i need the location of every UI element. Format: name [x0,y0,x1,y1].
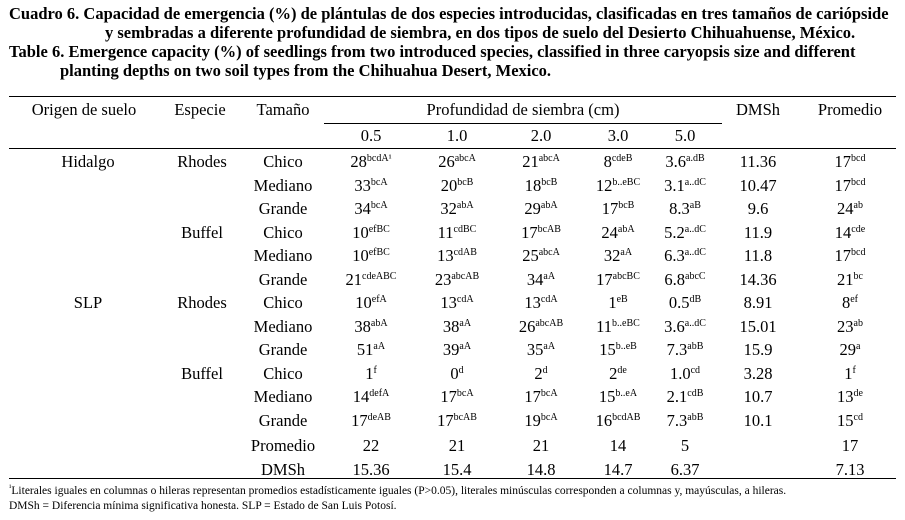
row-dmsh-value: 14.8 [526,460,556,479]
cell-promedio: $23^{ab}$ [837,317,863,336]
cell-value: 2$^d$ [534,364,548,383]
cell-value: $28^{bcdA^1}$ [350,152,392,171]
row-promedio-value: 14 [609,436,627,455]
cell-value: $34^{aA}$ [526,270,556,289]
header-depth: 3.0 [607,126,629,145]
cell-promedio: $14^{cde}$ [834,223,866,242]
footnote-abbreviations: DMSh = Diferencia mínima significativa honesta. SLP = Estado de San Luis Potosí. [9,500,397,512]
cell-value: $15^{b..eB}$ [599,340,637,359]
cell-value: $12^{b..eBC}$ [595,176,641,195]
cell-value: $6.8^{abcC}$ [664,270,706,289]
cell-dmsh: 10.7 [743,387,773,406]
cell-promedio: 1$^f$ [844,364,856,383]
footnote-literals-text: Literales iguales en columnas o hileras representan promedios estadísticamente iguales (P>0.05), literales minúsculas corresponden a columnas y, mayúsculas, a hileras. [11,485,787,497]
cell-value: $3.6^{a.dB}$ [665,152,705,171]
header-tamano: Tamaño [256,100,310,119]
cell-tamano: Grande [258,340,308,359]
cell-dmsh: 15.01 [739,317,777,336]
cell-value: $51^{aA}$ [356,340,386,359]
cell-value: $29^{abA}$ [524,199,558,218]
cell-value: $15^{b..eA}$ [598,387,638,406]
cell-value: $11^{cdBC}$ [437,223,477,242]
header-depth: 0.5 [360,126,382,145]
cell-value: $21^{cdeABC}$ [345,270,397,289]
cell-value: $19^{bcA}$ [524,411,558,430]
cell-value: $26^{abcA}$ [438,152,476,171]
cell-value: $34^{bcA}$ [354,199,388,218]
header-especie: Especie [174,100,226,119]
header-profundidad: Profundidad de siembra (cm) [426,100,620,119]
cell-value: 2de [609,364,627,383]
cell-value: $25^{abcA}$ [522,246,560,265]
cell-tamano: Chico [263,152,303,171]
cell-dmsh: 15.9 [743,340,773,359]
cell-tamano: Grande [258,411,308,430]
table-rule [9,148,896,149]
table-caption [9,4,899,80]
cell-value: $16^{bcdAB}$ [595,411,641,430]
cell-value: $1^{eB}$ [608,293,628,312]
cell-promedio: $15^{cd}$ [837,411,863,430]
header-promedio: Promedio [817,100,883,119]
cell-promedio: $24^{ab}$ [837,199,863,218]
row-promedio-overall: 17 [841,436,859,455]
cell-value: $38^{aA}$ [442,317,472,336]
cell-especie: Rhodes [177,152,227,171]
cell-value: $8.3^{aB}$ [669,199,701,218]
cell-value: $2.1^{cdB}$ [666,387,704,406]
cell-value: $24^{abA}$ [601,223,635,242]
row-dmsh-overall: 7.13 [835,460,865,479]
footnote-literals [9,484,786,499]
cell-value: $17^{bcB}$ [601,199,635,218]
row-dmsh-value: 15.36 [352,460,390,479]
header-depth: 5.0 [674,126,696,145]
cell-origen: SLP [73,293,103,312]
cell-tamano: Chico [263,293,303,312]
cell-promedio: 29$^a$ [839,340,861,359]
cell-dmsh: 8.91 [743,293,773,312]
table-rule [9,96,896,97]
header-dmsh: DMSh [735,100,781,119]
row-dmsh-value: 14.7 [603,460,633,479]
cell-value: $13^{cdA}$ [440,293,474,312]
cell-tamano: Chico [263,223,303,242]
cell-promedio: 13de [837,387,863,406]
cell-value: $7.3^{abB}$ [666,411,704,430]
cell-value: $33^{bcA}$ [354,176,388,195]
cell-value: $17^{deAB}$ [351,411,391,430]
cell-value: 1$^f$ [365,364,377,383]
caption-en-line2: planting depths on two soil types from the Chihuahua Desert, Mexico. [60,61,552,80]
cell-promedio: $17^{bcd}$ [834,246,866,265]
caption-en-line1: Table 6. Emergence capacity (%) of seedlings from two introduced species, classified in three caryopsis size and different [9,42,856,61]
cell-promedio: $21^{bc}$ [837,270,863,289]
header-origen: Origen de suelo [31,100,137,119]
cell-value: $17^{abcBC}$ [596,270,640,289]
cell-dmsh: 10.47 [739,176,777,195]
cell-value: $6.3^{a..dC}$ [664,246,706,265]
cell-especie: Buffel [181,223,223,242]
row-dmsh-value: 15.4 [442,460,472,479]
cell-value: $26^{abcAB}$ [518,317,564,336]
caption-es-line2: y sembradas a diferente profundidad de siembra, en dos tipos de suelo del Desierto Chihuahuense, México. [105,23,856,42]
footnote-mark: ¹ [9,483,12,492]
cell-value: $17^{bcA}$ [524,387,558,406]
cell-dmsh: 11.9 [743,223,773,242]
cell-value: $5.2^{a..dC}$ [664,223,706,242]
cell-value: $0.5^{dB}$ [668,293,702,312]
cell-value: $21^{abcA}$ [522,152,560,171]
row-promedio-value: 22 [362,436,380,455]
cell-tamano: Grande [258,270,308,289]
cell-especie: Buffel [181,364,223,383]
cell-dmsh: 10.1 [743,411,773,430]
cell-especie: Rhodes [177,293,227,312]
cell-tamano: Mediano [253,176,313,195]
cell-value: $10^{efBC}$ [352,223,390,242]
cell-value: $17^{bcAB}$ [521,223,561,242]
cell-dmsh: 9.6 [747,199,769,218]
cell-value: $35^{aA}$ [526,340,556,359]
row-dmsh-value: 6.37 [670,460,700,479]
cell-value: 1.0$^{cd}$ [669,364,701,383]
caption-es-line1: Cuadro 6. Capacidad de emergencia (%) de plántulas de dos especies introducidas, clasificadas en tres tamaños de cariópside [9,4,889,23]
cell-value: $3.1^{a..dC}$ [664,176,706,195]
row-promedio-value: 5 [680,436,690,455]
row-dmsh-label: DMSh [260,460,306,479]
cell-value: $23^{abcAB}$ [434,270,480,289]
cell-value: $13^{cdAB}$ [437,246,477,265]
row-promedio-value: 21 [448,436,466,455]
cell-value: $3.6^{a..dC}$ [664,317,706,336]
cell-tamano: Mediano [253,317,313,336]
row-promedio-value: 21 [532,436,550,455]
cell-value: 0$^d$ [450,364,464,383]
cell-value: $39^{aA}$ [442,340,472,359]
table-rule [324,123,722,124]
header-depth: 2.0 [530,126,552,145]
cell-value: $18^{bcB}$ [524,176,558,195]
cell-value: $10^{efBC}$ [352,246,390,265]
cell-value: $7.3^{abB}$ [666,340,704,359]
cell-tamano: Mediano [253,387,313,406]
cell-value: $13^{cdA}$ [524,293,558,312]
cell-dmsh: 11.36 [739,152,777,171]
cell-value: $32^{abA}$ [440,199,474,218]
cell-value: $32^{aA}$ [603,246,633,265]
cell-promedio: $17^{bcd}$ [834,152,866,171]
cell-tamano: Mediano [253,246,313,265]
cell-value: $17^{bcA}$ [440,387,474,406]
cell-value: $8^{cdeB}$ [603,152,633,171]
cell-value: $14^{defA}$ [352,387,390,406]
cell-tamano: Grande [258,199,308,218]
cell-value: $17^{bcAB}$ [437,411,477,430]
cell-value: $38^{abA}$ [354,317,388,336]
cell-dmsh: 11.8 [743,246,773,265]
header-depth: 1.0 [446,126,468,145]
row-promedio-label: Promedio [250,436,316,455]
cell-dmsh: 3.28 [743,364,773,383]
cell-promedio: $17^{bcd}$ [834,176,866,195]
cell-value: $20^{bcB}$ [440,176,474,195]
cell-value: $10^{efA}$ [355,293,387,312]
cell-promedio: $8^{ef}$ [841,293,859,312]
cell-origen: Hidalgo [61,152,115,171]
cell-tamano: Chico [263,364,303,383]
cell-dmsh: 14.36 [739,270,777,289]
cell-value: $11^{b..eBC}$ [596,317,640,336]
